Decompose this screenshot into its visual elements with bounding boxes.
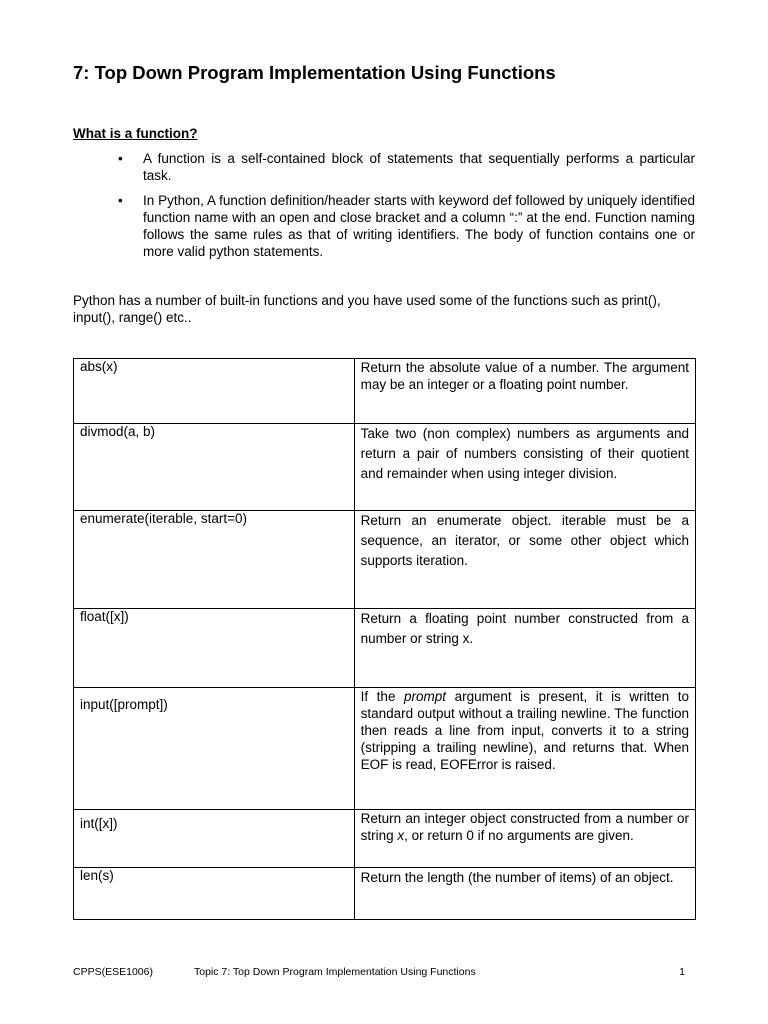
- function-name-cell: abs(x): [74, 359, 355, 424]
- description-text: Return an integer object constructed from a number or string: [360, 811, 689, 843]
- definition-bullet-list: [73, 150, 695, 268]
- function-name-cell: float([x]): [74, 609, 355, 688]
- description-emphasis: x: [397, 828, 405, 843]
- function-description-cell: Return the length (the number of items) of an object.: [354, 868, 695, 920]
- table-row: [74, 810, 696, 868]
- function-description-cell: Return a floating point number constructed from a number or string x.: [354, 609, 695, 688]
- function-description-cell: [354, 810, 695, 868]
- bullet-icon: •: [118, 151, 123, 166]
- footer-page-number: 1: [679, 966, 685, 978]
- bullet-item: [73, 150, 695, 184]
- function-name-cell: enumerate(iterable, start=0): [74, 511, 355, 609]
- footer-topic: Topic 7: Top Down Program Implementation Using Functions: [194, 966, 476, 978]
- description-emphasis: prompt: [404, 689, 447, 704]
- function-name-cell: input([prompt]): [74, 688, 355, 810]
- description-text: If the: [360, 689, 404, 704]
- bullet-text: A function is a self-contained block of statements that sequentially performs a particular task.: [143, 151, 695, 183]
- function-name-cell: len(s): [74, 868, 355, 920]
- table-row: [74, 511, 696, 609]
- page-title: 7: Top Down Program Implementation Using Functions: [73, 62, 556, 83]
- bullet-icon: •: [118, 193, 123, 208]
- function-name-cell: int([x]): [74, 810, 355, 868]
- section-heading: What is a function?: [73, 126, 198, 141]
- function-description-cell: [354, 688, 695, 810]
- table-row: [74, 688, 696, 810]
- intro-paragraph: Python has a number of built-in functions and you have used some of the functions such as print(), input(), range() etc..: [73, 293, 661, 325]
- bullet-text: In Python, A function definition/header starts with keyword def followed by uniquely identified function name with an open and close bracket and a column “:” at the end. Function naming follows the same rules as that of writing identifiers. The body of function contains one or more valid python statements.: [143, 193, 695, 259]
- table-row: [74, 609, 696, 688]
- table-row: [74, 359, 696, 424]
- table-row: [74, 424, 696, 511]
- description-text: , or return 0 if no arguments are given.: [404, 828, 634, 843]
- function-description-cell: Return the absolute value of a number. The argument may be an integer or a floating point number.: [354, 359, 695, 424]
- builtin-functions-table: [73, 358, 696, 920]
- function-name-cell: divmod(a, b): [74, 424, 355, 511]
- bullet-item: [73, 192, 695, 260]
- table-row: [74, 868, 696, 920]
- footer-course-code: CPPS(ESE1006): [73, 966, 153, 978]
- function-description-cell: Take two (non complex) numbers as arguments and return a pair of numbers consisting of their quotient and remainder when using integer division.: [354, 424, 695, 511]
- function-description-cell: Return an enumerate object. iterable must be a sequence, an iterator, or some other object which supports iteration.: [354, 511, 695, 609]
- description-text: argument is present, it is written to standard output without a trailing newline. The function then reads a line from input, converts it to a string (stripping a trailing newline), and returns that. When EOF is read, EOFError is raised.: [360, 689, 689, 772]
